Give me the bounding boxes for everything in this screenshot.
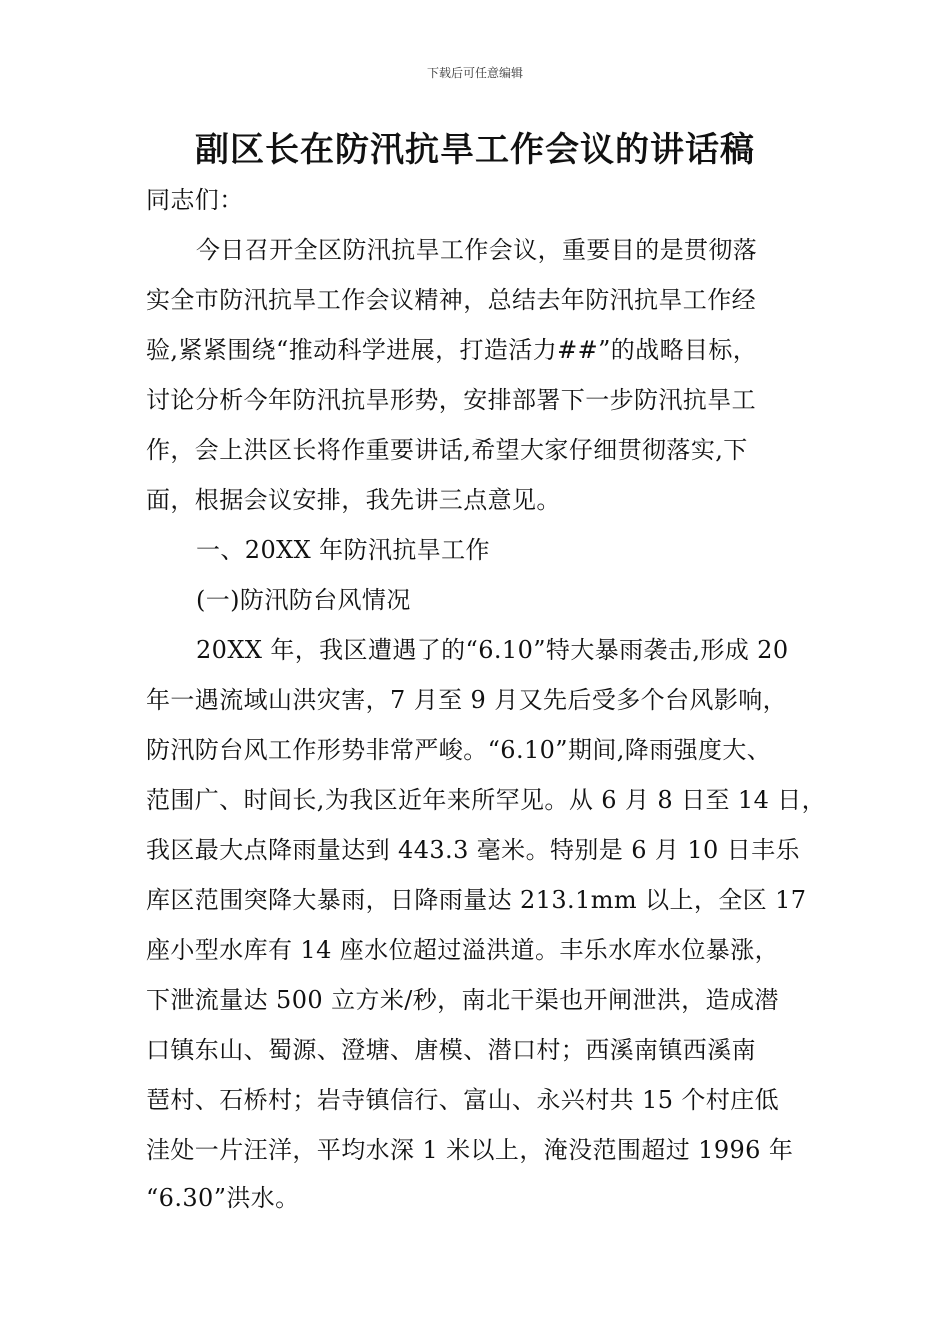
salutation-line: 同志们： — [146, 186, 244, 214]
body-line: 范围广、时间长,为我区近年来所罕见。从 6 月 8 日至 14 日， — [146, 786, 827, 814]
body-line: 洼处一片汪洋，平均水深 1 米以上，淹没范围超过 1996 年 — [146, 1136, 794, 1164]
body-line: 20XX 年，我区遭遇了的“6.10”特大暴雨袭击,形成 20 — [196, 636, 789, 664]
body-line: 实全市防汛抗旱工作会议精神，总结去年防汛抗旱工作经 — [146, 286, 756, 314]
body-line: 讨论分析今年防汛抗旱形势，安排部署下一步防汛抗旱工 — [146, 386, 756, 414]
header-note: 下载后可任意编辑 — [426, 66, 523, 80]
section-heading: 一、20XX 年防汛抗旱工作 — [196, 536, 490, 564]
body-line: “6.30”洪水。 — [146, 1184, 300, 1212]
body-line: 我区最大点降雨量达到 443.3 毫米。特别是 6 月 10 日丰乐 — [146, 836, 800, 864]
body-line: 今日召开全区防汛抗旱工作会议，重要目的是贯彻落 — [196, 236, 758, 264]
body-line: 年一遇流域山洪灾害，7 月至 9 月又先后受多个台风影响， — [146, 686, 788, 714]
body-line: 库区范围突降大暴雨，日降雨量达 213.1mm 以上，全区 17 — [146, 886, 807, 914]
body-line: 防汛防台风工作形势非常严峻。“6.10”期间,降雨强度大、 — [146, 736, 772, 764]
body-line: 下泄流量达 500 立方米/秒，南北干渠也开闸泄洪，造成潜 — [146, 986, 779, 1014]
body-line: 面，根据会议安排，我先讲三点意见。 — [146, 486, 561, 514]
body-line: 验,紧紧围绕“推动科学进展，打造活力##”的战略目标， — [146, 336, 758, 364]
document-title: 副区长在防汛抗旱工作会议的讲话稿 — [195, 130, 755, 170]
subsection-heading: (一)防汛防台风情况 — [196, 586, 411, 614]
body-line: 琶村、石桥村；岩寺镇信行、富山、永兴村共 15 个村庄低 — [146, 1086, 779, 1114]
body-line: 口镇东山、蜀源、澄塘、唐模、潜口村；西溪南镇西溪南 — [146, 1036, 756, 1064]
body-line: 作，会上洪区长将作重要讲话,希望大家仔细贯彻落实,下 — [146, 436, 748, 464]
body-line: 座小型水库有 14 座水位超过溢洪道。丰乐水库水位暴涨， — [146, 936, 779, 964]
